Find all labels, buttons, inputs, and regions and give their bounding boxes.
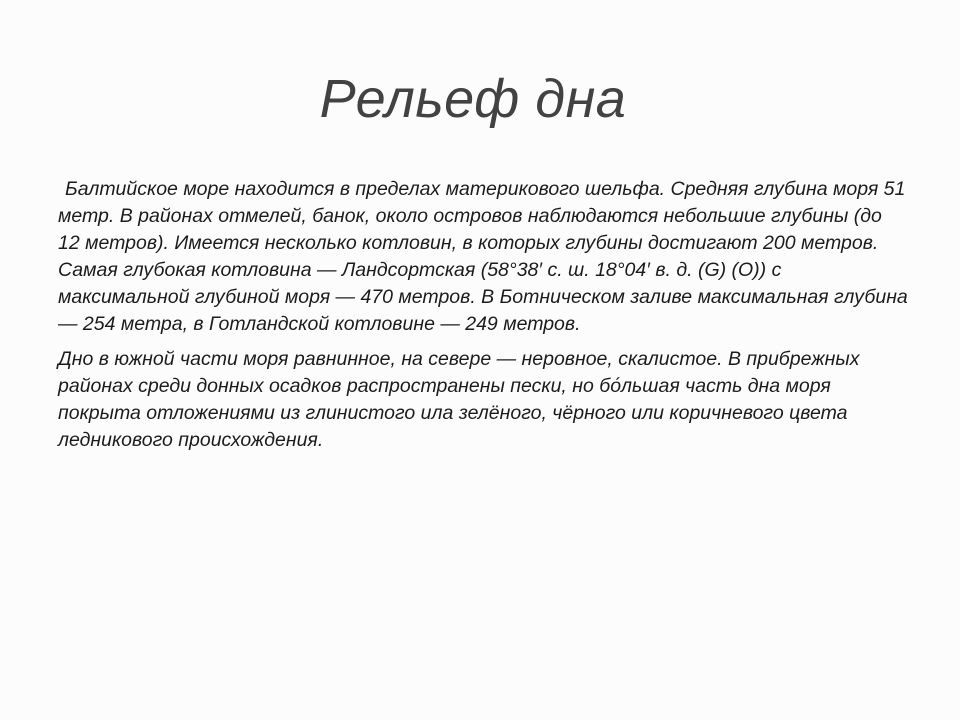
slide-body <box>58 176 908 454</box>
paragraph-bottom-sediments: Дно в южной части моря равнинное, на севере — неровное, скалистое. В прибрежных районах среди донных осадков распространены пески, но бо́льшая часть дна моря покрыта отложениями из глинистого ила зелёного, чёрного или коричневого цвета ледникового происхождения. <box>58 348 860 451</box>
paragraph-bottom-depths: Балтийское море находится в пределах материкового шельфа. Средняя глубина моря 51 метр. В районах отмелей, банок, около островов наблюдаются небольшие глубины (до 12 метров). Имеется несколько котловин, в которых глубины достигают 200 метров. Самая глубокая котловина — Ландсортская (58°38′ с. ш. 18°04′ в. д. (G) (O)) с максимальной глубиной моря — 470 метров. В Ботническом заливе максимальная глубина — 254 метра, в Готландской котловине — 249 метров. <box>58 178 908 335</box>
slide-title: Рельеф дна <box>319 69 627 129</box>
